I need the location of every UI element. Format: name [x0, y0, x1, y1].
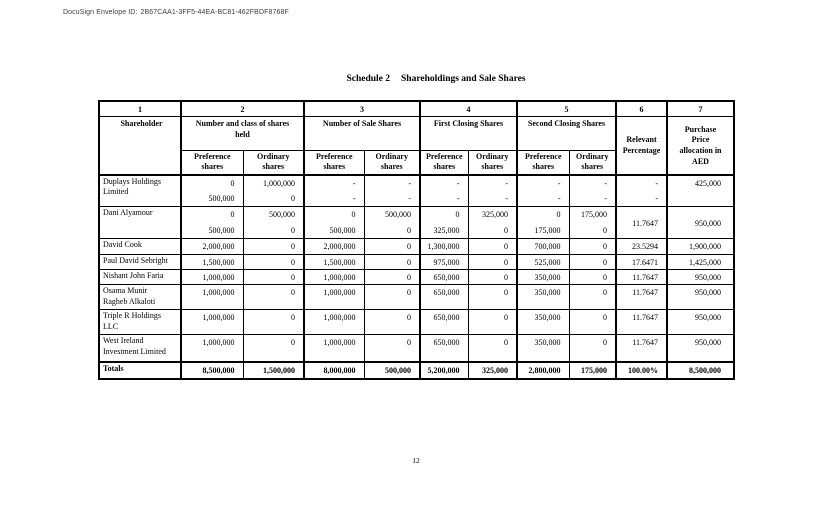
- totals-value-cell: [569, 362, 616, 379]
- share-value-cell: [468, 270, 517, 285]
- page-number: 12: [412, 456, 420, 465]
- subheader-line: Preference: [425, 151, 463, 161]
- subheader-line: shares: [581, 162, 604, 172]
- group-header-cell: [420, 117, 517, 151]
- value-line: 0: [407, 258, 411, 268]
- share-value-cell: [364, 175, 420, 207]
- value-line: -: [655, 193, 658, 203]
- subheader-line: shares: [380, 162, 403, 172]
- totals-row: [99, 362, 734, 379]
- value-line: 0: [291, 242, 295, 252]
- share-value-cell: [569, 175, 616, 207]
- value-line: 1,000,000: [323, 273, 356, 283]
- shareholdings-table: [98, 100, 735, 380]
- value-line: 1,000,000: [263, 178, 295, 188]
- subheader-line: Ordinary: [576, 151, 609, 161]
- share-value-cell: [517, 285, 569, 310]
- value-line: 500,000: [385, 210, 411, 220]
- value-line: 1,500,000: [323, 258, 356, 268]
- value-line: 0: [230, 210, 235, 220]
- value-line: 650,000: [433, 273, 460, 283]
- share-value-cell: [364, 207, 420, 239]
- docusign-label: DocuSign Envelope ID:: [63, 9, 138, 16]
- value-line: 0: [504, 288, 508, 298]
- value-line: 0: [291, 313, 295, 323]
- value-line: 350,000: [534, 313, 561, 323]
- shareholder-row: [99, 255, 734, 270]
- relevant-percentage-cell: [616, 285, 667, 310]
- header-line: AED: [692, 157, 709, 167]
- value-line: 350,000: [534, 338, 561, 348]
- totals-value-cell: [420, 362, 468, 379]
- share-value-cell: [517, 270, 569, 285]
- value-line: 0: [291, 273, 295, 283]
- shareholder-name-line: Nishant John Faria: [103, 271, 164, 281]
- share-value-cell: [304, 239, 364, 255]
- value-line: 11.7647: [632, 218, 658, 228]
- totals-value-line: 5,200,000: [427, 365, 460, 375]
- header-line: Purchase: [684, 124, 717, 134]
- subheader-line: shares: [323, 162, 346, 172]
- share-value-cell: [517, 310, 569, 335]
- column-number-row: [99, 101, 734, 117]
- subheader-line: shares: [433, 162, 456, 172]
- shareholder-name-line: Osama Munir: [103, 286, 148, 296]
- share-value-cell: [468, 255, 517, 270]
- value-line: 175,000: [534, 225, 561, 235]
- share-value-cell: [364, 335, 420, 362]
- purchase-price-cell: [667, 207, 734, 239]
- column-number-cell: 1: [99, 101, 181, 117]
- value-line: 2,000,000: [323, 242, 356, 252]
- totals-value-cell: [468, 362, 517, 379]
- shareholder-row: [99, 335, 734, 362]
- value-line: 950,000: [695, 288, 721, 298]
- totals-label: Totals: [103, 363, 124, 373]
- share-value-cell: [181, 255, 243, 270]
- value-line: 1,900,000: [689, 242, 721, 252]
- share-value-cell: [243, 207, 304, 239]
- share-value-cell: [420, 310, 468, 335]
- totals-value-line: 325,000: [482, 365, 508, 375]
- value-line: 0: [407, 288, 411, 298]
- value-line: 0: [603, 288, 607, 298]
- docusign-envelope-id: [63, 9, 289, 16]
- header-line: held: [235, 129, 250, 139]
- relevant-percentage-cell: [616, 255, 667, 270]
- value-line: -: [352, 178, 356, 188]
- value-line: 0: [603, 258, 607, 268]
- share-value-cell: [569, 270, 616, 285]
- share-value-cell: [181, 239, 243, 255]
- value-line: 700,000: [534, 242, 561, 252]
- column-number-cell: 4: [420, 101, 517, 117]
- totals-value-cell: [667, 362, 734, 379]
- value-line: 1,000,000: [323, 288, 356, 298]
- value-line: 0: [603, 338, 607, 348]
- share-value-cell: [420, 239, 468, 255]
- subheader-line: Preference: [193, 151, 231, 161]
- shareholder-name-line: Triple R Holdings: [103, 311, 161, 321]
- purchase-price-cell: [667, 239, 734, 255]
- totals-value-line: 8,000,000: [323, 365, 356, 375]
- value-line: 0: [455, 210, 460, 220]
- share-value-cell: [243, 255, 304, 270]
- share-value-cell: [569, 239, 616, 255]
- value-line: 1,000,000: [323, 338, 356, 348]
- value-line: 350,000: [534, 273, 561, 283]
- value-line: 0: [291, 338, 295, 348]
- header-line: allocation in: [679, 146, 722, 156]
- purchase-price-cell: [667, 335, 734, 362]
- share-value-cell: [364, 255, 420, 270]
- shareholder-name-line: West Ireland: [103, 336, 144, 346]
- header-line: Shareholder: [120, 119, 163, 128]
- totals-value-line: 100.00%: [628, 365, 658, 375]
- value-line: 0: [603, 225, 607, 235]
- value-line: 500,000: [208, 193, 235, 203]
- shareholder-name-line: Paul David Sebright: [103, 256, 168, 266]
- purchase-price-cell: [667, 255, 734, 270]
- value-line: -: [557, 178, 561, 188]
- totals-value-line: 500,000: [385, 365, 411, 375]
- shareholder-row: [99, 239, 734, 255]
- value-line: 425,000: [695, 178, 721, 188]
- share-value-cell: [304, 207, 364, 239]
- schedule-title: [36, 74, 832, 84]
- value-line: 950,000: [695, 338, 721, 348]
- value-line: 0: [291, 225, 295, 235]
- shareholder-name-cell: [99, 239, 181, 255]
- value-line: 650,000: [433, 313, 460, 323]
- value-line: 0: [556, 210, 561, 220]
- relevant-percentage-cell: [616, 239, 667, 255]
- value-line: 1,425,000: [689, 258, 721, 268]
- value-line: 11.7647: [632, 273, 658, 283]
- subheader-line: Preference: [524, 151, 562, 161]
- subheader-line: shares: [201, 162, 224, 172]
- share-value-cell: [364, 270, 420, 285]
- value-line: 0: [407, 225, 411, 235]
- shareholder-name-cell: [99, 335, 181, 362]
- share-value-cell: [243, 335, 304, 362]
- subheader-ordinary-cell: [569, 151, 616, 175]
- share-value-cell: [243, 239, 304, 255]
- subheader-preference-cell: [517, 151, 569, 175]
- value-line: 0: [504, 338, 508, 348]
- table-container: [98, 100, 735, 380]
- totals-value-cell: [243, 362, 304, 379]
- value-line: -: [456, 178, 460, 188]
- share-value-cell: [181, 285, 243, 310]
- value-line: 350,000: [534, 288, 561, 298]
- value-line: 0: [603, 273, 607, 283]
- relevant-percentage-cell: [616, 270, 667, 285]
- shareholder-name-cell: [99, 175, 181, 207]
- value-line: 17.6471: [632, 258, 658, 268]
- share-value-cell: [420, 285, 468, 310]
- share-value-cell: [420, 270, 468, 285]
- share-value-cell: [569, 207, 616, 239]
- shareholder-name-line: Limited: [103, 187, 129, 196]
- share-value-cell: [243, 285, 304, 310]
- shareholder-name-line: Ragheb Alkaloti: [103, 296, 156, 306]
- shareholder-name-cell: [99, 255, 181, 270]
- value-line: 1,000,000: [202, 288, 235, 298]
- value-line: 0: [504, 258, 508, 268]
- value-line: 1,000,000: [202, 273, 235, 283]
- value-line: 500,000: [329, 225, 356, 235]
- share-value-cell: [181, 207, 243, 239]
- share-value-cell: [364, 285, 420, 310]
- value-line: 1,500,000: [202, 258, 235, 268]
- header-line: Relevant: [626, 135, 657, 145]
- share-value-cell: [420, 335, 468, 362]
- share-value-cell: [420, 175, 468, 207]
- shareholder-name-line: David Cook: [103, 240, 142, 250]
- value-line: 0: [504, 273, 508, 283]
- shareholder-row: [99, 310, 734, 335]
- totals-value-line: 1,500,000: [263, 365, 295, 375]
- share-value-cell: [243, 175, 304, 207]
- share-value-cell: [364, 239, 420, 255]
- share-value-cell: [181, 270, 243, 285]
- value-line: -: [408, 178, 411, 188]
- subheader-preference-cell: [304, 151, 364, 175]
- share-value-cell: [569, 285, 616, 310]
- column-number-cell: 5: [517, 101, 616, 117]
- value-line: 525,000: [534, 258, 561, 268]
- share-value-cell: [468, 207, 517, 239]
- group-header-cell: [517, 117, 616, 151]
- value-line: 1,000,000: [202, 338, 235, 348]
- group-header-row: [99, 117, 734, 151]
- header-purchase-price-cell: [667, 117, 734, 175]
- shareholder-name-line: Duplays Holdings: [103, 176, 161, 186]
- share-value-cell: [304, 255, 364, 270]
- column-number-cell: 2: [181, 101, 304, 117]
- value-line: -: [557, 193, 561, 203]
- value-line: 1,000,000: [202, 313, 235, 323]
- share-value-cell: [517, 239, 569, 255]
- value-line: 11.7647: [632, 313, 658, 323]
- value-line: 500,000: [269, 210, 295, 220]
- shareholder-name-cell: [99, 207, 181, 239]
- value-line: 0: [603, 313, 607, 323]
- totals-value-cell: [181, 362, 243, 379]
- value-line: 175,000: [581, 210, 607, 220]
- totals-value-cell: [304, 362, 364, 379]
- value-line: 325,000: [482, 210, 508, 220]
- share-value-cell: [468, 239, 517, 255]
- totals-value-cell: [364, 362, 420, 379]
- share-value-cell: [304, 335, 364, 362]
- schedule-title-text: Shareholdings and Sale Shares: [401, 74, 526, 84]
- value-line: 650,000: [433, 288, 460, 298]
- header-line: Price: [691, 135, 710, 145]
- value-line: -: [456, 193, 460, 203]
- value-line: 0: [291, 258, 295, 268]
- value-line: -: [505, 193, 508, 203]
- column-number-cell: 6: [616, 101, 667, 117]
- share-value-cell: [420, 255, 468, 270]
- purchase-price-cell: [667, 270, 734, 285]
- value-line: 1,300,000: [427, 242, 460, 252]
- shareholder-row: [99, 175, 734, 207]
- group-header-cell: [304, 117, 420, 151]
- share-value-cell: [468, 175, 517, 207]
- totals-value-line: 8,500,000: [202, 365, 235, 375]
- subheader-line: Ordinary: [375, 151, 408, 161]
- value-line: -: [408, 193, 411, 203]
- shareholder-name-cell: [99, 270, 181, 285]
- value-line: -: [655, 178, 658, 188]
- value-line: 0: [291, 193, 295, 203]
- subheader-preference-cell: [420, 151, 468, 175]
- header-line: Second Closing Shares: [527, 119, 606, 128]
- subheader-ordinary-cell: [468, 151, 517, 175]
- share-value-cell: [569, 335, 616, 362]
- header-line: Number and class of shares: [195, 119, 290, 128]
- value-line: 2,000,000: [202, 242, 235, 252]
- subheader-line: Preference: [315, 151, 353, 161]
- share-value-cell: [181, 310, 243, 335]
- value-line: 0: [407, 242, 411, 252]
- value-line: 23.5294: [632, 242, 658, 252]
- totals-value-line: 2,800,000: [528, 365, 561, 375]
- subheader-ordinary-cell: [243, 151, 304, 175]
- share-value-cell: [364, 310, 420, 335]
- column-number-cell: 3: [304, 101, 420, 117]
- value-line: 0: [504, 242, 508, 252]
- value-line: -: [352, 193, 356, 203]
- totals-value-line: 8,500,000: [689, 365, 721, 375]
- column-number-cell: 7: [667, 101, 734, 117]
- shareholder-row: [99, 270, 734, 285]
- subheader-preference-cell: [181, 151, 243, 175]
- value-line: 0: [407, 313, 411, 323]
- value-line: 500,000: [208, 225, 235, 235]
- shareholder-row: [99, 207, 734, 239]
- purchase-price-cell: [667, 310, 734, 335]
- value-line: 950,000: [695, 273, 721, 283]
- share-value-cell: [243, 270, 304, 285]
- subheader-line: shares: [481, 162, 504, 172]
- purchase-price-cell: [667, 175, 734, 207]
- totals-value-line: 175,000: [581, 365, 607, 375]
- header-line: Number of Sale Shares: [322, 119, 402, 128]
- header-line: Percentage: [622, 146, 661, 156]
- relevant-percentage-cell: [616, 335, 667, 362]
- header-shareholder-cell: [99, 117, 181, 175]
- share-value-cell: [569, 310, 616, 335]
- header-relevant-percentage-cell: [616, 117, 667, 175]
- totals-label-cell: [99, 362, 181, 379]
- value-line: 325,000: [433, 225, 460, 235]
- relevant-percentage-cell: [616, 207, 667, 239]
- value-line: 0: [407, 273, 411, 283]
- group-header-cell: [181, 117, 304, 151]
- share-value-cell: [304, 310, 364, 335]
- shareholder-name-line: LLC: [103, 321, 119, 331]
- value-line: 0: [291, 288, 295, 298]
- subheader-line: shares: [262, 162, 285, 172]
- share-value-cell: [468, 285, 517, 310]
- value-line: 650,000: [433, 338, 460, 348]
- share-value-cell: [243, 310, 304, 335]
- docusign-id-value: 2B67CAA1-3FF5-44EA-BC81-462FBDF8768F: [140, 9, 289, 16]
- share-value-cell: [517, 335, 569, 362]
- schedule-number: Schedule 2: [346, 74, 391, 84]
- relevant-percentage-cell: [616, 310, 667, 335]
- subheader-line: shares: [532, 162, 555, 172]
- purchase-price-cell: [667, 285, 734, 310]
- share-value-cell: [304, 175, 364, 207]
- value-line: -: [604, 193, 607, 203]
- share-value-cell: [304, 270, 364, 285]
- shareholder-name-cell: [99, 310, 181, 335]
- share-value-cell: [517, 255, 569, 270]
- shareholder-row: [99, 285, 734, 310]
- value-line: 0: [351, 210, 356, 220]
- value-line: 11.7647: [632, 338, 658, 348]
- shareholder-name-line: Investment Limited: [103, 346, 166, 356]
- value-line: 950,000: [695, 218, 721, 228]
- value-line: 1,000,000: [323, 313, 356, 323]
- share-value-cell: [181, 175, 243, 207]
- value-line: -: [505, 178, 508, 188]
- totals-value-cell: [517, 362, 569, 379]
- value-line: 11.7647: [632, 288, 658, 298]
- header-line: First Closing Shares: [433, 119, 504, 128]
- share-value-cell: [304, 285, 364, 310]
- totals-percentage-cell: [616, 362, 667, 379]
- value-line: -: [604, 178, 607, 188]
- subheader-line: Ordinary: [476, 151, 509, 161]
- value-line: 0: [230, 178, 235, 188]
- share-value-cell: [181, 335, 243, 362]
- share-value-cell: [468, 335, 517, 362]
- subheader-ordinary-cell: [364, 151, 420, 175]
- share-value-cell: [569, 255, 616, 270]
- value-line: 0: [504, 225, 508, 235]
- shareholder-name-line: Dani Alyamour: [103, 208, 153, 218]
- share-value-cell: [517, 175, 569, 207]
- value-line: 0: [603, 242, 607, 252]
- shareholder-name-cell: [99, 285, 181, 310]
- value-line: 950,000: [695, 313, 721, 323]
- subheader-line: Ordinary: [257, 151, 290, 161]
- value-line: 975,000: [433, 258, 460, 268]
- value-line: 0: [407, 338, 411, 348]
- share-value-cell: [468, 310, 517, 335]
- relevant-percentage-cell: [616, 175, 667, 207]
- share-value-cell: [420, 207, 468, 239]
- value-line: 0: [504, 313, 508, 323]
- share-value-cell: [517, 207, 569, 239]
